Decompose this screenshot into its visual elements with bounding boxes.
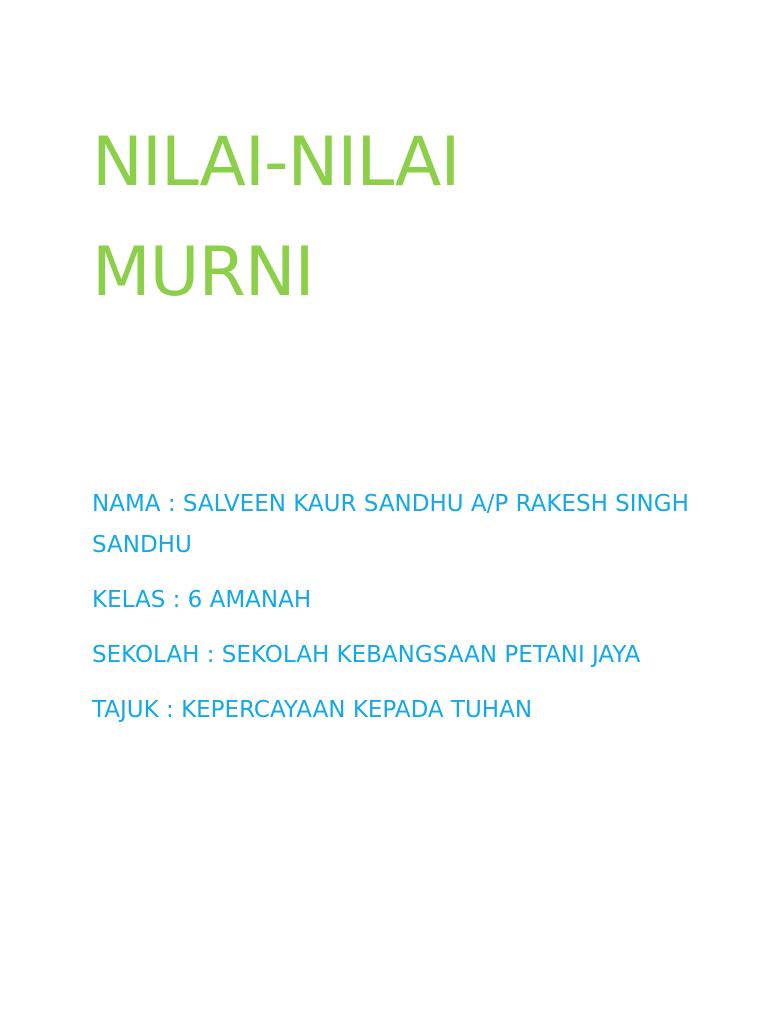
student-class: KELAS : 6 AMANAH <box>92 587 312 613</box>
title-line-2: MURNI <box>92 233 314 312</box>
title-line-1: NILAI-NILAI <box>92 123 460 202</box>
student-details <box>92 484 712 731</box>
page-title <box>92 108 712 328</box>
student-name: NAMA : SALVEEN KAUR SANDHU A/P RAKESH SINGH SANDHU <box>92 491 689 558</box>
assignment-topic: TAJUK : KEPERCAYAAN KEPADA TUHAN <box>92 697 533 723</box>
school-name: SEKOLAH : SEKOLAH KEBANGSAAN PETANI JAYA <box>92 642 641 668</box>
